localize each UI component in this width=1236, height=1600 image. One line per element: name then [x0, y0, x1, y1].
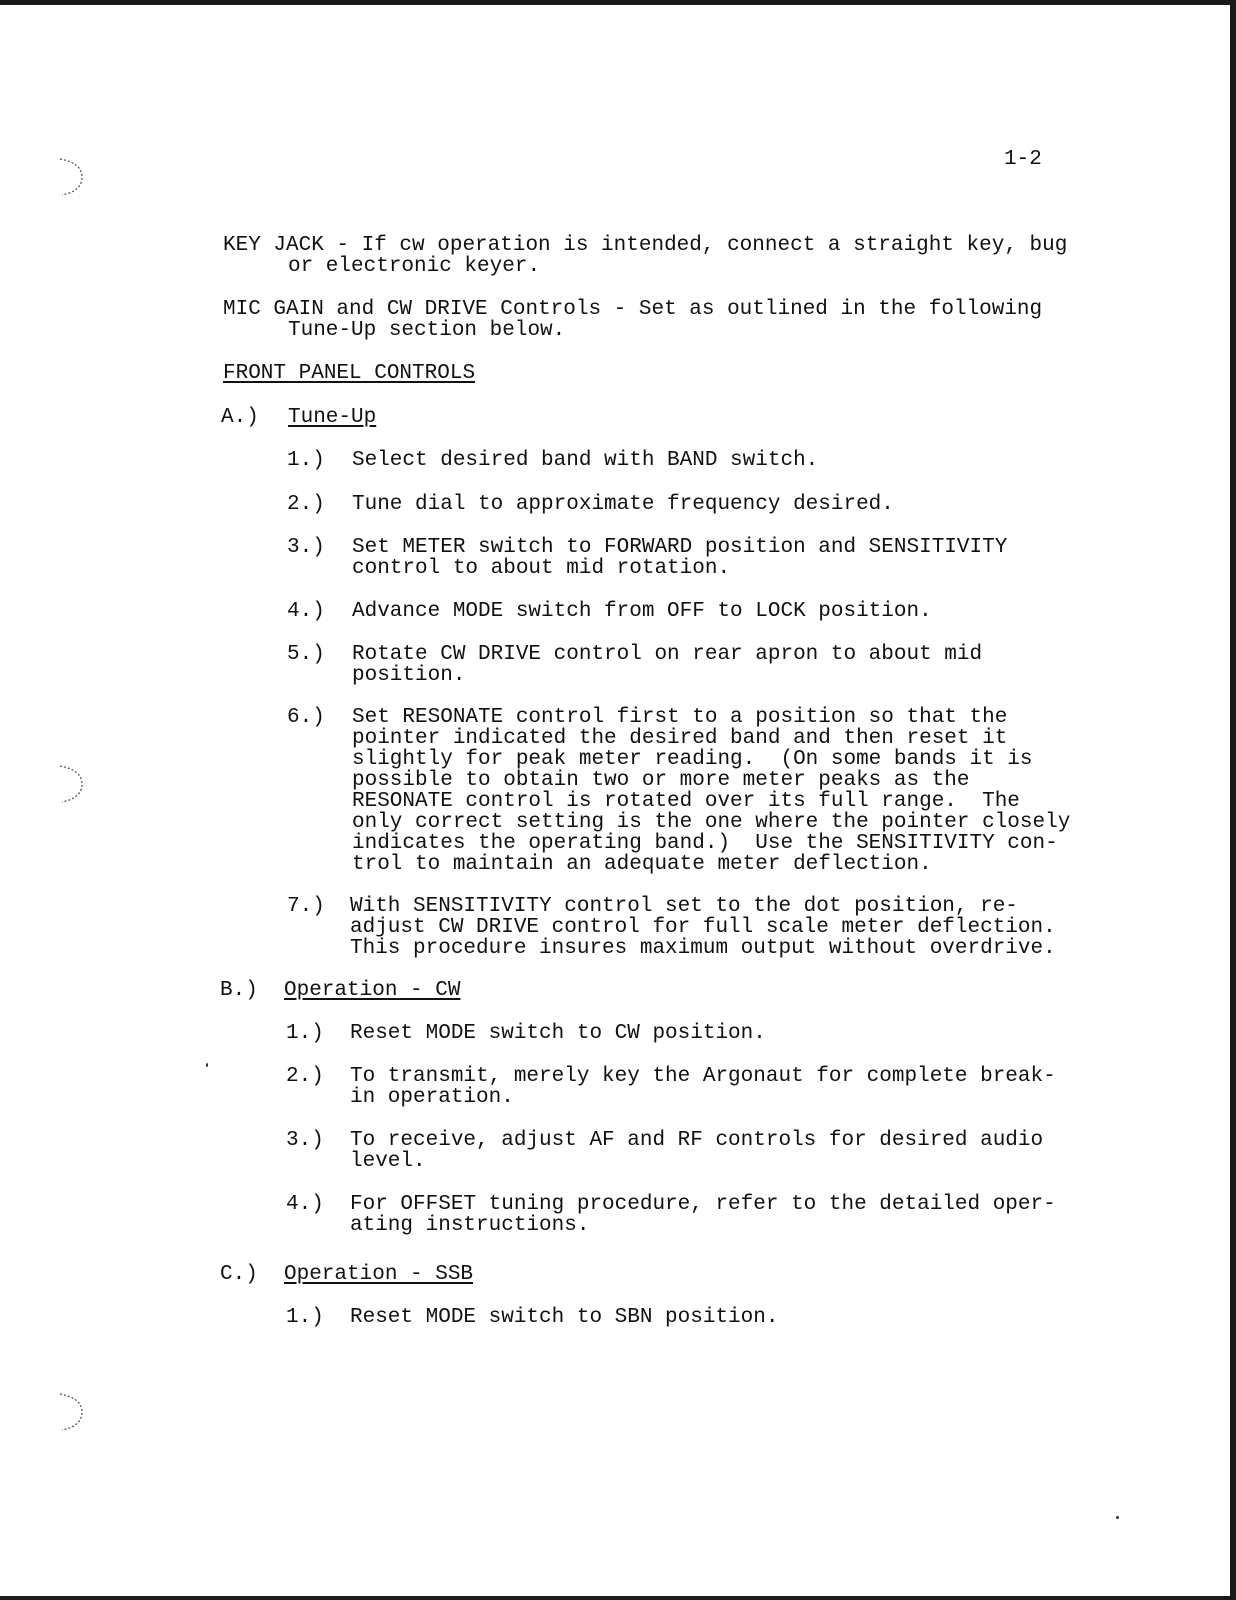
item-text: To transmit, merely key the Argonaut for complete break-: [350, 1065, 1056, 1088]
item-number: 4.): [287, 600, 325, 623]
item-text: Reset MODE switch to SBN position.: [350, 1306, 779, 1329]
item-number: 5.): [287, 643, 325, 666]
item-text: With SENSITIVITY control set to the dot position, re-: [350, 895, 1018, 918]
page-number: 1-2: [1004, 148, 1042, 171]
mic-gain-text: Tune-Up section below.: [288, 319, 566, 342]
scan-speck: [1116, 1516, 1119, 1519]
item-text: Rotate CW DRIVE control on rear apron to about mid: [352, 643, 983, 666]
scan-border-top: [0, 0, 1236, 5]
item-text: For OFFSET tuning procedure, refer to the detailed oper-: [350, 1193, 1056, 1216]
scan-speck: [206, 1063, 208, 1067]
item-text: RESONATE control is rotated over its full range. The: [352, 790, 1020, 813]
item-text: ating instructions.: [350, 1214, 590, 1237]
item-number: 2.): [287, 493, 325, 516]
item-text: slightly for peak meter reading. (On some bands it is: [352, 748, 1033, 771]
key-jack-text: KEY JACK - If cw operation is intended, connect a straight key, bug: [223, 234, 1068, 257]
section-label: B.): [220, 979, 258, 1002]
item-text: trol to maintain an adequate meter deflection.: [352, 853, 932, 876]
item-text: Set METER switch to FORWARD position and SENSITIVITY: [352, 536, 1008, 559]
key-jack-text: or electronic keyer.: [288, 255, 541, 278]
punch-hole-mark-top: [56, 155, 86, 199]
item-text: This procedure insures maximum output without overdrive.: [350, 937, 1056, 960]
item-text: position.: [352, 664, 466, 687]
punch-hole-mark-bottom: [56, 1390, 86, 1434]
item-number: 1.): [286, 1306, 324, 1329]
item-number: 2.): [286, 1065, 324, 1088]
item-number: 7.): [287, 895, 325, 918]
item-text: adjust CW DRIVE control for full scale meter deflection.: [350, 916, 1056, 939]
item-number: 1.): [287, 449, 325, 472]
item-number: 4.): [286, 1193, 324, 1216]
item-text: only correct setting is the one where the pointer closely: [352, 811, 1071, 834]
section-title: Operation - CW: [284, 979, 461, 1002]
scan-border-bottom: [0, 1596, 1236, 1600]
mic-gain-text: MIC GAIN and CW DRIVE Controls - Set as outlined in the following: [223, 298, 1043, 321]
item-text: level.: [350, 1150, 426, 1173]
item-number: 6.): [287, 706, 325, 729]
section-label: C.): [220, 1263, 258, 1286]
item-text: Select desired band with BAND switch.: [352, 449, 819, 472]
item-text: Advance MODE switch from OFF to LOCK position.: [352, 600, 932, 623]
section-label: A.): [221, 406, 259, 429]
item-text: indicates the operating band.) Use the SENSITIVITY con-: [352, 832, 1058, 855]
item-text: Tune dial to approximate frequency desired.: [352, 493, 894, 516]
scan-border-right: [1230, 0, 1236, 1600]
item-text: pointer indicated the desired band and then reset it: [352, 727, 1008, 750]
section-heading: FRONT PANEL CONTROLS: [223, 362, 476, 385]
item-text: control to about mid rotation.: [352, 557, 731, 580]
item-text: Reset MODE switch to CW position.: [350, 1022, 766, 1045]
item-text: possible to obtain two or more meter peaks as the: [352, 769, 970, 792]
item-number: 3.): [286, 1129, 324, 1152]
item-number: 3.): [287, 536, 325, 559]
punch-hole-mark-middle: [56, 762, 86, 806]
item-text: Set RESONATE control first to a position so that the: [352, 706, 1008, 729]
item-number: 1.): [286, 1022, 324, 1045]
item-text: To receive, adjust AF and RF controls for desired audio: [350, 1129, 1044, 1152]
item-text: in operation.: [350, 1086, 514, 1109]
section-title: Operation - SSB: [284, 1263, 474, 1286]
section-title: Tune-Up: [288, 406, 377, 429]
